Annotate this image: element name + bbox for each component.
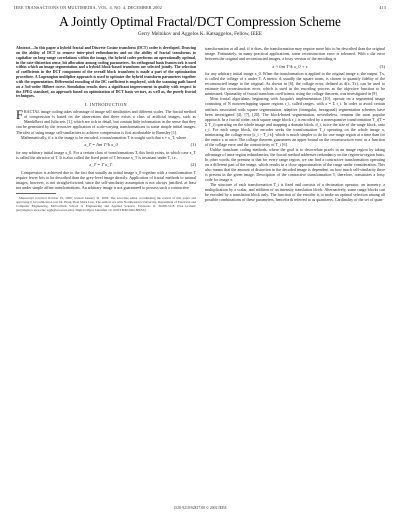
intro-paragraph-2: Mathematically, if x is the image to be encoded, a transformation T is sought such that x ≈ x_T, where [21,134,187,140]
section-heading-introduction: I. INTRODUCTION [84,102,128,108]
authors: Gerry Melnikov and Aggelos K. Katsaggelos, Fellow, IEEE [137,31,263,37]
equation-1-body: x_T = lim T^k x_0 [84,142,118,148]
footnote-divider [16,193,56,194]
equation-1-number: (1) [190,142,196,148]
right-paragraph-1: transformation at all and, if it does, the transformation may require more bits to be described than the original image. Fortunately, in many practical applications, some reconstruction error is tolerated. With ε the error between the original and reconstructed images, a lossy version of the encoding is [205,46,385,62]
right-paragraph-5: The structure of each transformation T_i is fixed and consists of a decimation operator, an isometry, a multiplication by a scalar, and addition of an intensity translation block. Alternatively, some range blocks can be encoded by a translation block only. The function of the encoder is to make an optimal selection among all possible combinations of these parameters, henceforth referred to as quantizers. Cardinality of the set of quan- [205,182,385,203]
abstract: Abstract—In this paper a hybrid fractal and Discrete Cosine transform (DCT) coder is developed. Drawing on the ability of DCT to remove inter-pixel redundancies and on the ability of fractal transforms to capitalize on long-range correlations within the image, the hybrid coder performs an operationally optimal, in the rate-distortion sense, bit allocation among coding parameters. An orthogonal basis framework is used within which an image segmentation and a hybrid block-based transform are selected jointly. The selection of coefficients in the DCT component of the overall block transform is made a part of the optimization procedure. A Lagrangian multiplier approach is used to optimize the hybrid transform parameters together with the segmentation. Differential encoding of the DC coefficient is employed, with the scanning path based on a 3rd-order Hilbert curve. Simulation results show a significant improvement in quality with respect to the JPEG standard, an approach based on optimization of DCT basis vectors, as well as, the purely fractal techniques. [16,46,196,99]
copyright-footer: 1520-9210/02$17.00 © 2002 IEEE [173,506,227,510]
intro-paragraph-1-text: RACTAL image coding takes advantage of image self similarities and different scales. The fractal method of compression is based on the observation that there exists a class of artificial images, such as Mandelbrot and Julia sets [1], which are rich in detail, but contain little information in the sense that they can be generated by the recursive application of scale-varying transformations to some simple initial images. The idea of using image self-similarities to achieve compression is first attributable to Barnsley [1]. [16,109,196,135]
equation-2-body: x_T = T x_T. [89,162,113,168]
right-paragraph-3: Most fractal algorithms, beginning with Jacquin's implementation [10], operate on a segmented image consisting of N nonoverlapping square regions r_i, called ranges, with x = Σ r_i. In order to avoid certain artifacts associated with square segmentation, adaptive (triangular, hexagonal) segmentation schemes have been investigated [4], [7], [20]. The block-based segmentation, nevertheless, remains the most popular approach. In a fractal coder, each square range block r_i is encoded by a nonexpansive transformation T_i(T = Σ T_i) operating on the whole image and mapping a domain block, d_i, twice the size of the range block, onto r_i. For each range block, the encoder seeks the transformation T_i operating on the whole image x, minimizing the collage error ||r_i − T_i x||, which is much simpler to do for one range region at a time than for the entire x at once. The collage theorem guarantees an upper bound on the reconstruction error as a function of the collage error and the contractivity of T_i [6]. [205,96,385,147]
intro-paragraph-1 [16,109,196,134]
equation-1 [16,142,196,147]
running-header [14,5,386,10]
footnote: Manuscript received October 25, 1999; revised January 31, 2002. The associate editor coordinating the review of this paper and approving it for publication was Dr. Hong-Yuan Mark Liao. The authors are with Northwestern University, Department of Electrical and Computer Engineering, McCormick School of Engineering and Applied Science, Evanston, IL 60208-3118 USA (e-mail: gerrym@ece.nwu.edu; aggk@ece.nwu.edu). Digital Object Identifier 10.1109/TMM.2002.806534 [16,195,196,213]
intro-paragraph-4: Compression is achieved due to the fact that usually an initial image x_0 together with a transformation T require fewer bits to be described than the grey-level image directly. Application of fractal methods to natural images, however, is not straight-forward, since the self-similarity assumption is not always justified, at least not under simple affine transformations. An arbitrary image is not guaranteed to possess such a contractive [16,169,196,190]
right-paragraph-2: for any arbitrary initial image x_0. When the transformation is applied to the original image x, the output, Tx, is called the collage of x under T. A metric d, usually the square norm, is chosen to quantify fidelity of the reconstructed image to the original. As shown in [6], the collage error, defined as d(x, Tx), can be used to estimate the reconstruction error, which is used in the encoding process as the objective function to be minimized. Optimality of fractal transform coefficients, using the collage theorem, was investigated in [9]. [205,71,385,97]
intro-paragraph-3: for any arbitrary initial image x_0. For a certain class of transformations T, this limit exists, in which case x_T is called the attractor of T. It is also called the fixed point of T because x_T is invariant under T, i.e., [16,149,196,160]
drop-cap: F [16,108,23,123]
equation-3 [205,64,385,69]
right-paragraph-4: Unlike transform coding methods, where the goal is to decorrelate pixels in an image region by taking advantage of intra-region redundancies, the fractal method addresses redundancy on the region-to-region basis. In other words, the premise is that for every range region, we can find a contractive transformation operating on a different part of the image, which results in a close approximation of the range under consideration. This also means that the amount of distortion in the decoded image is dependent on how much self-similarity there is present in the given image. Description of the contractive transformation T, therefore, constitutes a lossy code for image x. [205,146,385,183]
equation-3-number: (3) [379,63,385,69]
equation-3-body: x ≈ lim T^k x_0 + ε [272,63,308,69]
left-column [16,46,196,212]
equation-2-number: (2) [190,162,196,168]
paper-title: A Jointly Optimal Fractal/DCT Compression Scheme [59,14,341,29]
journal-name: IEEE TRANSACTIONS ON MULTIMEDIA, VOL. 4, NO. 4, DECEMBER 2002 [14,5,162,10]
equation-2 [16,162,196,167]
page-number: 413 [379,5,386,10]
right-column [205,46,385,202]
